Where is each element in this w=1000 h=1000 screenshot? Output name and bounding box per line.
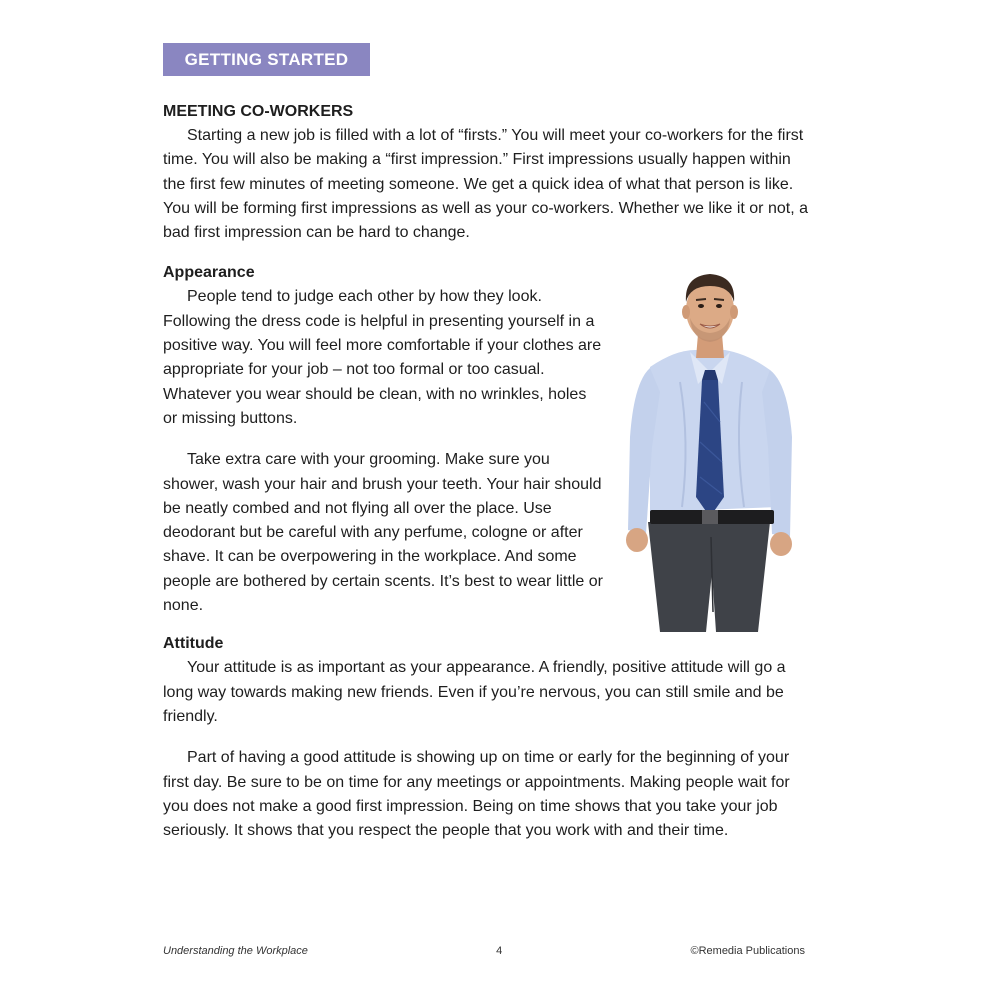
paragraph-attitude-1: Your attitude is as important as your appearance. A friendly, positive attitude will go a long way towards making new friends. Even if you’re nervous, you can still smile and be friendly. xyxy=(163,659,786,725)
section-title-meeting: MEETING CO-WORKERS xyxy=(163,103,354,120)
section-banner: GETTING STARTED xyxy=(163,43,370,76)
paragraph-appearance-1: People tend to judge each other by how they look. Following the dress code is helpful in presenting yourself in a positive way. You will feel more comfortable if your clothes are appropriate for your job – not too formal or too casual. Whatever you wear should be clean, with no wrinkles, holes or missing buttons. xyxy=(163,288,602,427)
page-number: 4 xyxy=(496,945,503,957)
footer-publisher: ©Remedia Publications xyxy=(690,945,805,957)
paragraph-appearance-2: Take extra care with your grooming. Make sure you shower, wash your hair and brush your teeth. Your hair should be neatly combed and not flying all over the place. Use deodorant but be careful with any perfume, cologne or after shave. It can be overpowering in the workplace. And some people are bothered by certain scents. It’s best to wear little or none. xyxy=(163,451,603,615)
paragraph-meeting: Starting a new job is filled with a lot of “firsts.” You will meet your co-workers for the first time. You will also be making a “first impression.” First impressions usually happen within the first few minutes of meeting someone. We get a quick idea of what that person is like. You will be forming first impressions as well as your co-workers. Whether we like it or not, a bad first impression can be hard to change. xyxy=(163,127,808,242)
paragraph-attitude-2: Part of having a good attitude is showing up on time or early for the beginning of your first day. Be sure to be on time for any meetings or appointments. Making people wait for you does not make a good first impression. Being on time shows that you take your job seriously. It shows that you respect the people that you work with and their time. xyxy=(163,749,790,840)
section-title-attitude: Attitude xyxy=(163,635,224,653)
footer-book-title: Understanding the Workplace xyxy=(163,945,308,957)
page-footer xyxy=(163,945,805,957)
section-title-appearance: Appearance xyxy=(163,264,255,282)
businessman-photo xyxy=(620,272,800,632)
